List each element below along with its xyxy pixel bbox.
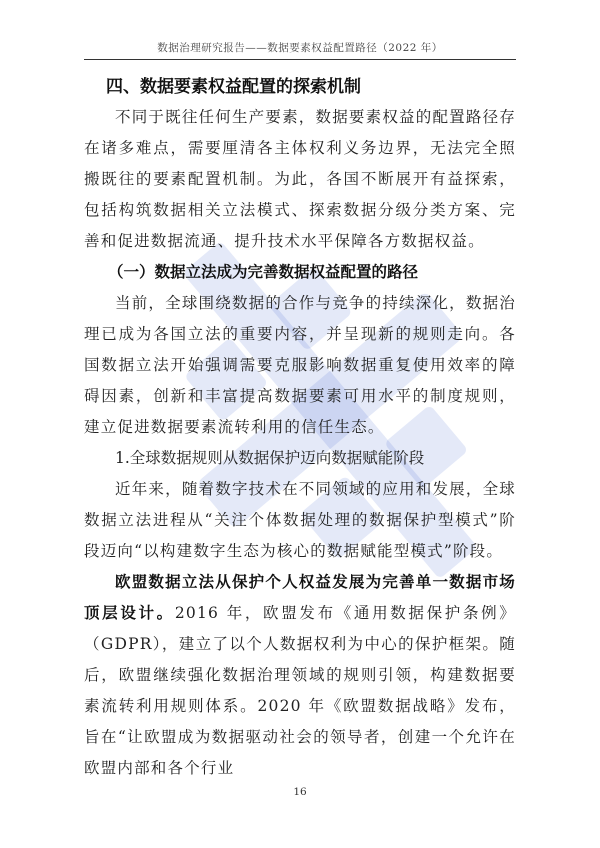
subsection-paragraph-1: 当前，全球围绕数据的合作与竞争的持续深化，数据治理已成为各国立法的重要内容，并呈现新的规则走向。各国数据立法开始强调需要克服影响数据重复使用效率的障碍因素，创新和丰富提高数据要素可用水平的制度规则，建立促进数据要素流转利用的信任生态。 <box>84 294 516 436</box>
section-intro-paragraph: 不同于既往任何生产要素，数据要素权益的配置路径存在诸多难点，需要厘清各主体权利义务边界，无法完全照搬既往的要素配置机制。为此，各国不断展开有益探索，包括构筑数据相关立法模式、探索数据分级分类方案、完善和促进数据流通、提升技术水平保障各方数据权益。 <box>84 108 516 250</box>
subsection-heading: （一）数据立法成为完善数据权益配置的路径 <box>108 263 419 281</box>
eu-paragraph-text: 2016 年，欧盟发布《通用数据保护条例》（GDPR），建立了以个人数据权利为中心的保护框架。随后，欧盟继续强化数据治理领域的规则引领，构建数据要素流转利用规则体系。2020 年《欧盟数据战略》发布，旨在“让欧盟成为数据驱动社会的领导者，创建一个允许在欧盟内部和各个行业 <box>84 604 516 777</box>
page-number: 16 <box>293 786 307 798</box>
eu-bold-lead: 欧盟数据立法从保护个人权益发展为完善单一数据市场顶层设计。 <box>84 573 516 622</box>
section-heading: 四、数据要素权益配置的探索机制 <box>106 77 361 97</box>
subsection-paragraph-3 <box>84 567 516 784</box>
running-header: 数据治理研究报告——数据要素权益配置路径（2022 年） <box>157 42 443 54</box>
subsection-paragraph-2: 近年来，随着数字技术在不同领域的应用和发展，全球数据立法进程从“关注个体数据处理的数据保护型模式”阶段迈向“以构建数字生态为核心的数据赋能型模式”阶段。 <box>84 480 516 560</box>
header-rule <box>84 59 516 60</box>
page-content <box>84 72 516 784</box>
item-1-title: 1.全球数据规则从数据保护迈向数据赋能阶段 <box>115 449 425 467</box>
